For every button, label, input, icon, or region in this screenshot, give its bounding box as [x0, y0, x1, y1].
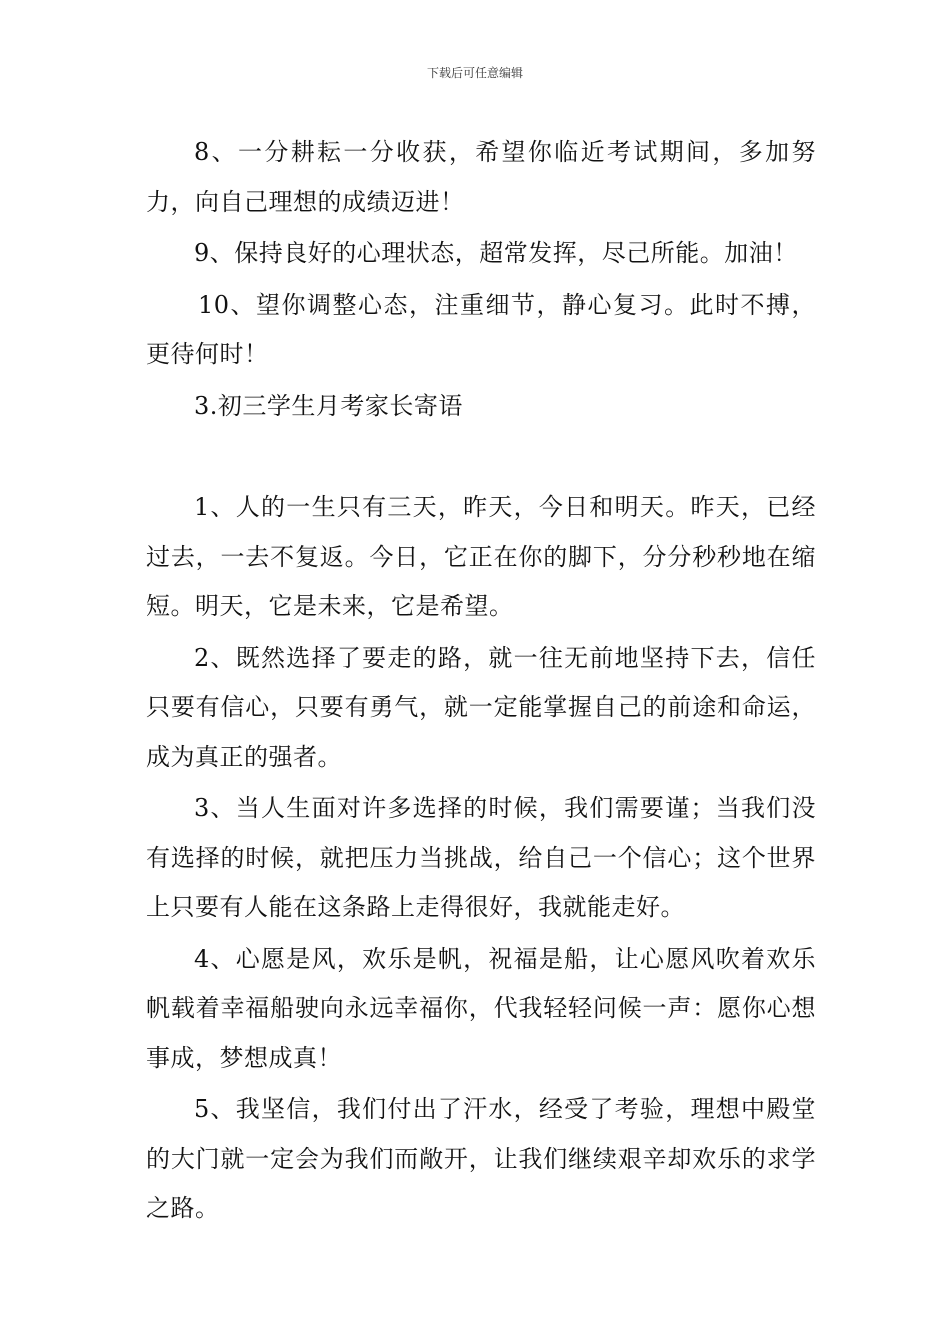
document-body	[146, 128, 816, 1236]
paragraph-item-8: 8、一分耕耘一分收获，希望你临近考试期间，多加努力，向自己理想的成绩迈进！	[146, 138, 816, 216]
paragraph-item-2: 2、既然选择了要走的路，就一往无前地坚持下去，信任只要有信心，只要有勇气，就一定能掌握自己的前途和命运，成为真正的强者。	[146, 643, 816, 771]
paragraph-item-9: 9、保持良好的心理状态，超常发挥，尽己所能。加油！	[194, 239, 798, 267]
paragraph-item-5: 5、我坚信，我们付出了汗水，经受了考验，理想中殿堂的大门就一定会为我们而敞开，让我们继续艰辛却欢乐的求学之路。	[146, 1095, 816, 1222]
paragraph-item-3: 3、当人生面对许多选择的时候，我们需要谨；当我们没有选择的时候，就把压力当挑战，给自己一个信心；这个世界上只要有人能在这条路上走得很好，我就能走好。	[146, 794, 816, 921]
paragraph-item-10: 10、望你调整心态，注重细节，静心复习。此时不搏，更待何时！	[146, 290, 816, 368]
paragraph-item-4: 4、心愿是风，欢乐是帆，祝福是船，让心愿风吹着欢乐帆载着幸福船驶向永远幸福你，代我轻轻问候一声：愿你心想事成，梦想成真！	[146, 944, 816, 1072]
section-heading: 3.初三学生月考家长寄语	[194, 391, 463, 420]
paragraph-item-1: 1、人的一生只有三天，昨天，今日和明天。昨天，已经过去，一去不复返。今日，它正在你的脚下，分分秒秒地在缩短。明天，它是未来，它是希望。	[146, 493, 816, 620]
page-header: 下载后可任意编辑	[426, 66, 523, 80]
